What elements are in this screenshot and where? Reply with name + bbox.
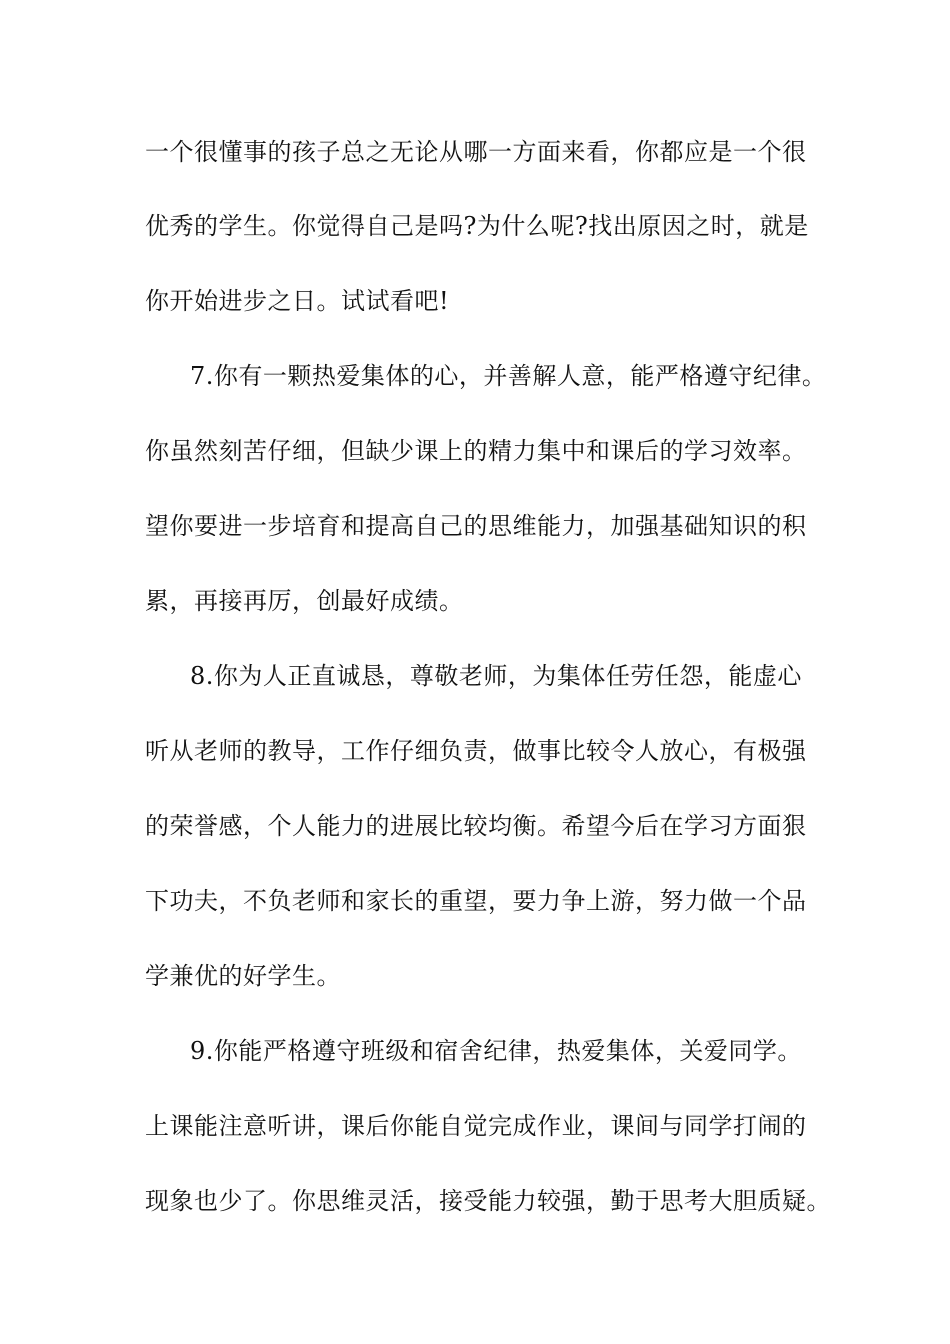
paragraph-8-start: 8.你为人正直诚恳，尊敬老师，为集体任劳任怨，能虚心 (190, 662, 802, 690)
text-line: 你开始进步之日。试试看吧! (145, 287, 450, 315)
text-line: 听从老师的教导，工作仔细负责，做事比较令人放心，有极强 (145, 737, 807, 765)
text-line: 上课能注意听讲，课后你能自觉完成作业，课间与同学打闹的 (145, 1112, 807, 1140)
text-line: 优秀的学生。你觉得自己是吗?为什么呢?找出原因之时，就是 (145, 212, 809, 240)
text-line: 学兼优的好学生。 (145, 962, 341, 990)
text-line: 你虽然刻苦仔细，但缺少课上的精力集中和课后的学习效率。 (145, 437, 807, 465)
paragraph-9-start: 9.你能严格遵守班级和宿舍纪律，热爱集体，关爱同学。 (190, 1037, 802, 1065)
text-line: 一个很懂事的孩子总之无论从哪一方面来看，你都应是一个很 (145, 138, 807, 166)
text-line: 累，再接再厉，创最好成绩。 (145, 587, 464, 615)
text-line: 的荣誉感，个人能力的进展比较均衡。希望今后在学习方面狠 (145, 812, 807, 840)
paragraph-7-start: 7.你有一颗热爱集体的心，并善解人意，能严格遵守纪律。 (190, 362, 827, 390)
text-line: 现象也少了。你思维灵活，接受能力较强，勤于思考大胆质疑。 (145, 1187, 831, 1215)
text-line: 下功夫，不负老师和家长的重望，要力争上游，努力做一个品 (145, 887, 807, 915)
text-line: 望你要进一步培育和提高自己的思维能力，加强基础知识的积 (145, 512, 807, 540)
